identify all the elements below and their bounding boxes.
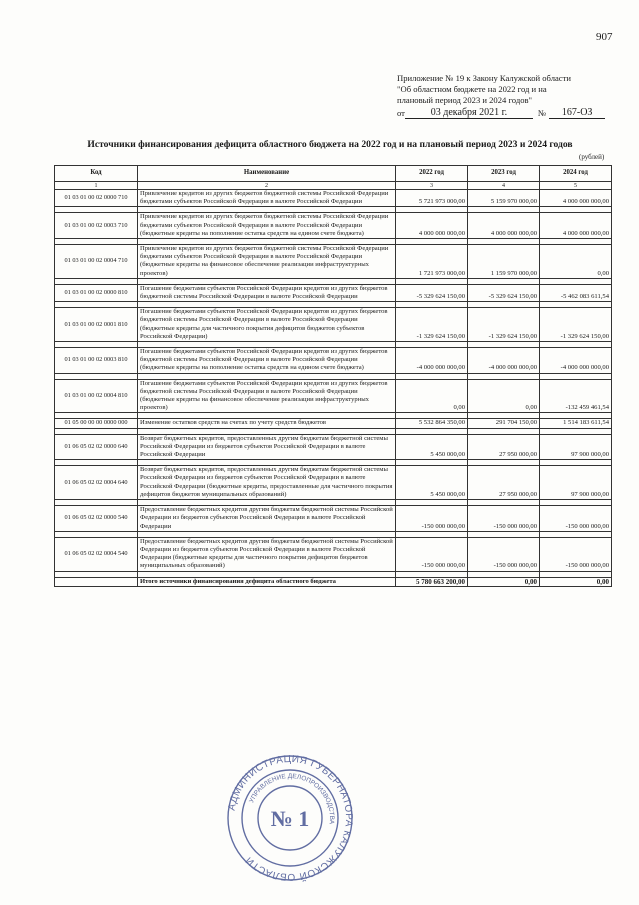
row-name: Изменение остатков средств на счетах по учету средств бюджетов (138, 419, 396, 428)
row-value-2022: -4 000 000 000,00 (396, 348, 468, 374)
row-code: 01 06 05 02 02 0000 640 (55, 434, 138, 460)
appendix-line-1: Приложение № 19 к Закону Калужской области (397, 73, 571, 83)
row-value-2024: -1 329 624 150,00 (540, 308, 612, 342)
row-code: 01 06 05 02 02 0004 640 (55, 466, 138, 500)
row-value-2023: 1 159 970 000,00 (468, 245, 540, 279)
row-value-2023: 5 159 970 000,00 (468, 190, 540, 207)
total-row (55, 577, 612, 586)
column-number: 1 (55, 182, 138, 190)
row-value-2024: -5 462 083 611,54 (540, 284, 612, 301)
row-code: 01 03 01 00 02 0000 710 (55, 190, 138, 207)
appendix-header (397, 73, 633, 119)
row-code: 01 03 01 00 02 0003 810 (55, 348, 138, 374)
row-value-2024: -150 000 000,00 (540, 506, 612, 532)
number-label: № (537, 108, 547, 118)
row-value-2023: 27 950 000,00 (468, 434, 540, 460)
row-value-2022: -150 000 000,00 (396, 506, 468, 532)
row-name: Погашение бюджетами субъектов Российской Федерации кредитов из других бюджетов бюджетной системы Российской Федерации в валюте Российской Федерации (бюджетные кредиты на финансовое обеспечение реализации инфраструктурных проектов) (138, 379, 396, 413)
row-value-2022: -150 000 000,00 (396, 537, 468, 571)
row-name: Погашение бюджетами субъектов Российской Федерации кредитов из других бюджетов бюджетной системы Российской Федерации в валюте Российской Федерации (138, 284, 396, 301)
row-value-2024: 97 900 000,00 (540, 466, 612, 500)
stamp-inner-text: УПРАВЛЕНИЕ ДЕЛОПРОИЗВОДСТВА (248, 772, 336, 825)
law-number: 167-ОЗ (549, 107, 605, 119)
total-value-2024: 0,00 (540, 577, 612, 586)
row-code: 01 03 01 00 02 0004 710 (55, 245, 138, 279)
row-value-2023: -5 329 624 150,00 (468, 284, 540, 301)
row-value-2022: 5 532 864 350,00 (396, 419, 468, 428)
row-value-2022: 5 450 000,00 (396, 466, 468, 500)
row-name: Предоставление бюджетных кредитов другим бюджетам бюджетной системы Российской Федерации из бюджетов субъектов Российской Федерации в валюте Российской Федерации (бюджетные кредиты для частичного покрытия дефицитов бюджетов муниципальных образований) (138, 537, 396, 571)
row-value-2022: -1 329 624 150,00 (396, 308, 468, 342)
appendix-line-3: плановый период 2023 и 2024 годов" (397, 95, 533, 105)
from-label: от (397, 108, 405, 118)
table-row (55, 190, 612, 207)
table-row (55, 466, 612, 500)
row-value-2023: 4 000 000 000,00 (468, 213, 540, 239)
appendix-date-line (397, 107, 633, 119)
row-value-2024: 97 900 000,00 (540, 434, 612, 460)
table-row (55, 284, 612, 301)
appendix-line-2: "Об областном бюджете на 2022 год и на (397, 84, 547, 94)
row-code: 01 06 05 02 02 0000 540 (55, 506, 138, 532)
row-value-2023: -150 000 000,00 (468, 506, 540, 532)
row-code: 01 03 01 00 02 0004 810 (55, 379, 138, 413)
official-stamp (225, 753, 355, 883)
header-2023: 2023 год (468, 166, 540, 182)
row-name: Погашение бюджетами субъектов Российской Федерации кредитов из других бюджетов бюджетной системы Российской Федерации в валюте Российской Федерации (бюджетные кредиты на пополнение остатка средств на едином счете бюджета) (138, 348, 396, 374)
unit-label: (рублей) (579, 153, 605, 161)
total-value-2023: 0,00 (468, 577, 540, 586)
table-row (55, 308, 612, 342)
total-code-cell (55, 577, 138, 586)
row-code: 01 03 01 00 02 0003 710 (55, 213, 138, 239)
row-name: Погашение бюджетами субъектов Российской Федерации кредитов из других бюджетов бюджетной системы Российской Федерации в валюте Российской Федерации (бюджетные кредиты для частичного покрытия дефицитов бюджетов субъектов Российской Федерации) (138, 308, 396, 342)
table-row (55, 245, 612, 279)
stamp-outer-text: АДМИНИСТРАЦИЯ ГУБЕРНАТОРА КАЛУЖСКОЙ ОБЛАСТИ (226, 753, 355, 883)
row-value-2022: 1 721 973 000,00 (396, 245, 468, 279)
header-code: Код (55, 166, 138, 182)
row-value-2023: 27 950 000,00 (468, 466, 540, 500)
row-value-2023: -150 000 000,00 (468, 537, 540, 571)
row-value-2022: -5 329 624 150,00 (396, 284, 468, 301)
row-code: 01 06 05 02 02 0004 540 (55, 537, 138, 571)
column-number: 2 (138, 182, 396, 190)
header-name: Наименование (138, 166, 396, 182)
column-number-row (55, 182, 612, 190)
row-value-2024: -4 000 000 000,00 (540, 348, 612, 374)
total-label: Итого источники финансирования дефицита областного бюджета (138, 577, 396, 586)
table-row (55, 379, 612, 413)
table-header-row (55, 166, 612, 182)
table-row (55, 434, 612, 460)
row-value-2024: 0,00 (540, 245, 612, 279)
table-body (55, 190, 612, 587)
header-2024: 2024 год (540, 166, 612, 182)
column-number: 4 (468, 182, 540, 190)
law-date: 03 декабря 2021 г. (405, 107, 533, 119)
column-number: 3 (396, 182, 468, 190)
row-value-2023: -1 329 624 150,00 (468, 308, 540, 342)
header-2022: 2022 год (396, 166, 468, 182)
page-number: 907 (596, 31, 613, 43)
column-number: 5 (540, 182, 612, 190)
row-value-2024: -150 000 000,00 (540, 537, 612, 571)
row-value-2023: 0,00 (468, 379, 540, 413)
row-value-2022: 5 721 973 000,00 (396, 190, 468, 207)
total-value-2022: 5 780 663 200,00 (396, 577, 468, 586)
row-value-2022: 0,00 (396, 379, 468, 413)
table-row (55, 506, 612, 532)
row-value-2022: 5 450 000,00 (396, 434, 468, 460)
document-title: Источники финансирования дефицита областного бюджета на 2022 год и на плановый период 2023 и 2024 годов (87, 139, 573, 150)
row-code: 01 03 01 00 02 0001 810 (55, 308, 138, 342)
table-row (55, 537, 612, 571)
row-value-2023: -4 000 000 000,00 (468, 348, 540, 374)
row-name: Возврат бюджетных кредитов, предоставленных другим бюджетам бюджетной системы Российской Федерации из бюджетов субъектов Российской Федерации в валюте Российской Федерации (бюджетные кредиты, предоставленные для частичного покрытия дефицитов бюджетов муниципальных образований) (138, 466, 396, 500)
row-value-2023: 291 704 150,00 (468, 419, 540, 428)
row-name: Возврат бюджетных кредитов, предоставленных другим бюджетам бюджетной системы Российской Федерации из бюджетов субъектов Российской Федерации в валюте Российской Федерации (138, 434, 396, 460)
stamp-number: № 1 (270, 806, 310, 831)
row-code: 01 05 00 00 00 0000 000 (55, 419, 138, 428)
row-name: Привлечение кредитов из других бюджетов бюджетной системы Российской Федерации бюджетами субъектов Российской Федерации в валюте Российской Федерации (бюджетные кредиты на финансовое обеспечение реализации инфраструктурных проектов) (138, 245, 396, 279)
row-name: Привлечение кредитов из других бюджетов бюджетной системы Российской Федерации бюджетами субъектов Российской Федерации в валюте Российской Федерации (бюджетные кредиты на пополнение остатка средств на едином счете бюджета) (138, 213, 396, 239)
table-row (55, 348, 612, 374)
row-value-2024: 4 000 000 000,00 (540, 213, 612, 239)
row-name: Предоставление бюджетных кредитов другим бюджетам бюджетной системы Российской Федерации из бюджетов субъектов Российской Федерации в валюте Российской Федерации (138, 506, 396, 532)
row-value-2022: 4 000 000 000,00 (396, 213, 468, 239)
financing-sources-table (54, 165, 612, 587)
row-value-2024: 4 000 000 000,00 (540, 190, 612, 207)
row-name: Привлечение кредитов из других бюджетов бюджетной системы Российской Федерации бюджетами субъектов Российской Федерации в валюте Российской Федерации (138, 190, 396, 207)
row-value-2024: -132 459 461,54 (540, 379, 612, 413)
table-row (55, 213, 612, 239)
row-value-2024: 1 514 183 611,54 (540, 419, 612, 428)
table-row (55, 419, 612, 428)
row-code: 01 03 01 00 02 0000 810 (55, 284, 138, 301)
